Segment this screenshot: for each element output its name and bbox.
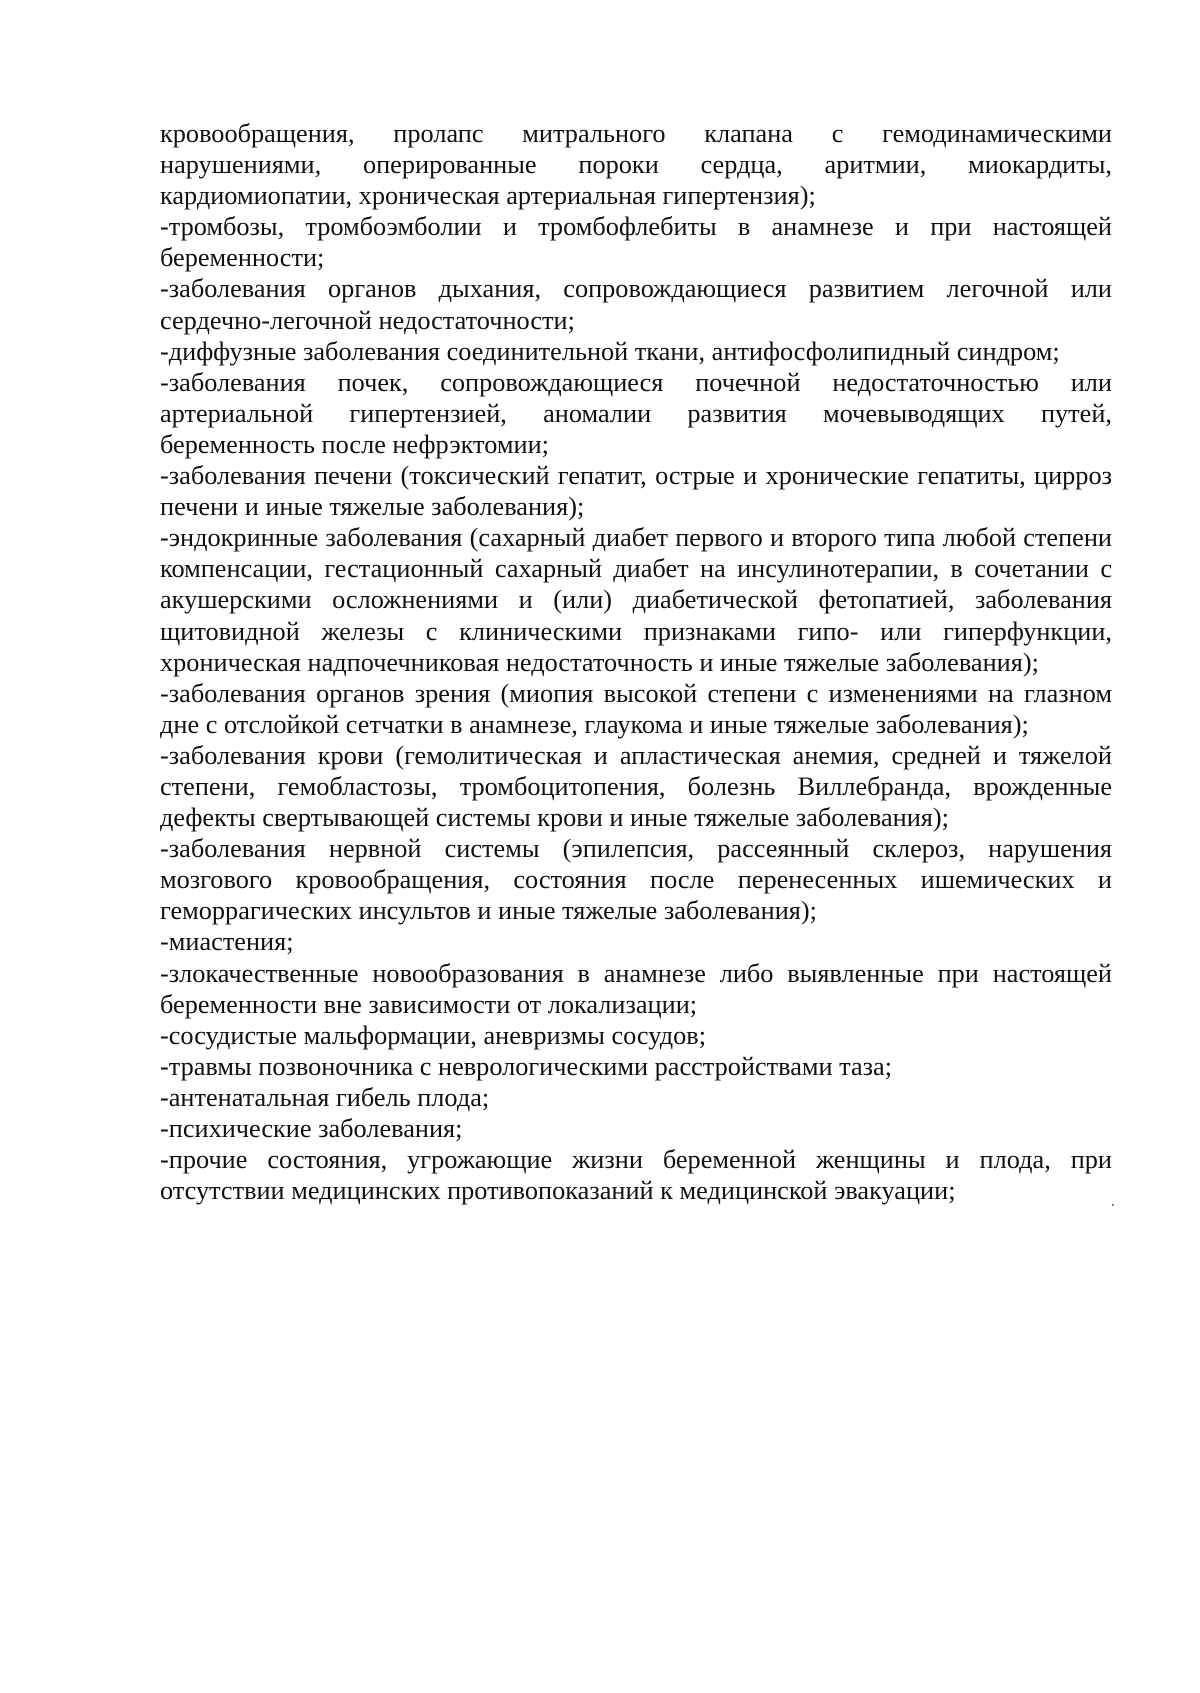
paragraph-mental: -психические заболевания; [160, 1114, 463, 1143]
paragraph-vascular: -сосудистые мальформации, аневризмы сосудов; [160, 1020, 706, 1050]
paragraph-endocrine: -эндокринные заболевания (сахарный диабет первого и второго типа любой степени компенсации, гестационный сахарный диабет на инсулинотерапии, в сочетании с акушерскими осложнениями и (или) диабетической фетопатией, заболевания щитовидной железы с клиническими признаками гипо- или гиперфункции, хроническая надпочечниковая недостаточность и иные тяжелые заболевания); [160, 523, 1112, 677]
paragraph-spine-trauma: -травмы позвоночника с неврологическими расстройствами таза; [160, 1051, 893, 1081]
document-body [160, 118, 1112, 1206]
paragraph-other-conditions: -прочие состояния, угрожающие жизни беременной женщины и плода, при отсутствии медицинских противопоказаний к медицинской эвакуации; [160, 1145, 1112, 1206]
paragraph-cardiac-continuation: кровообращения, пролапс митрального клапана с гемодинамическими нарушениями, оперированные пороки сердца, аритмии, миокардиты, кардиомиопатии, хроническая артериальная гипертензия); [160, 119, 1112, 211]
paragraph-liver: -заболевания печени (токсический гепатит, острые и хронические гепатиты, цирроз печени и иные тяжелые заболевания); [160, 461, 1112, 522]
paragraph-nervous-system: -заболевания нервной системы (эпилепсия, рассеянный склероз, нарушения мозгового кровообращения, состояния после перенесенных ишемических и геморрагических инсультов и иные тяжелые заболевания); [160, 834, 1112, 926]
paragraph-vision: -заболевания органов зрения (миопия высокой степени с изменениями на глазном дне с отслойкой сетчатки в анамнезе, глаукома и иные тяжелые заболевания); [160, 678, 1112, 739]
paragraph-blood: -заболевания крови (гемолитическая и апластическая анемия, средней и тяжелой степени, гемобластозы, тромбоцитопения, болезнь Виллебранда, врожденные дефекты свертывающей системы крови и иные тяжелые заболевания); [160, 740, 1112, 833]
paragraph-neoplasms: -злокачественные новообразования в анамнезе либо выявленные при настоящей беременности вне зависимости от локализации; [160, 958, 1112, 1019]
paragraph-kidney: -заболевания почек, сопровождающиеся почечной недостаточностью или артериальной гипертензией, аномалии развития мочевыводящих путей, беременность после нефрэктомии; [160, 367, 1112, 459]
paragraph-thrombosis: -тромбозы, тромбоэмболии и тромбофлебиты в анамнезе и при настоящей беременности; [160, 212, 1112, 273]
scan-speck [1112, 1204, 1114, 1206]
paragraph-myasthenia: -миастения; [160, 927, 294, 957]
paragraph-connective-tissue: -диффузные заболевания соединительной ткани, антифосфолипидный синдром; [160, 336, 1060, 366]
paragraph-antenatal-death: -антенатальная гибель плода; [160, 1082, 490, 1112]
paragraph-respiratory: -заболевания органов дыхания, сопровождающиеся развитием легочной или сердечно-легочной недостаточности; [160, 274, 1112, 335]
